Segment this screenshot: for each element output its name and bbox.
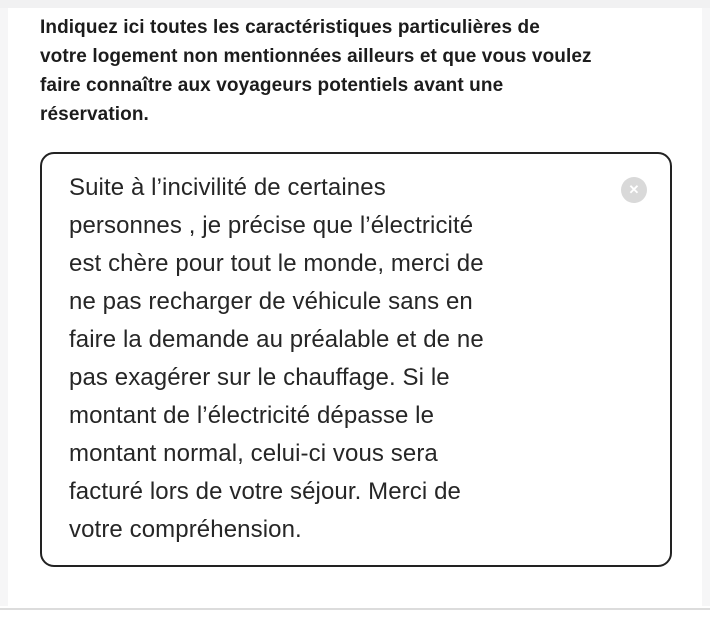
clear-icon: ✕ (628, 182, 640, 197)
instruction-line: votre logement non mentionnées ailleurs et que vous voulez (40, 46, 592, 67)
note-line: Suite à l’incivilité de certaines (69, 174, 386, 201)
instruction-line: réservation. (40, 104, 149, 125)
clear-field-button[interactable] (621, 177, 647, 203)
divider (0, 608, 710, 610)
instruction-text (40, 13, 680, 129)
note-line: faire la demande au préalable et de ne (69, 326, 484, 353)
page-edge-right (702, 8, 710, 606)
note-line: personnes , je précise que l’électricité (69, 212, 474, 239)
instruction-line: Indiquez ici toutes les caractéristiques particulières de (40, 17, 540, 38)
page-edge-left (0, 8, 8, 606)
special-notes-textarea[interactable] (40, 152, 672, 567)
note-line: est chère pour tout le monde, merci de (69, 250, 484, 277)
note-line: pas exagérer sur le chauffage. Si le (69, 364, 450, 391)
instruction-line: faire connaître aux voyageurs potentiels avant une (40, 75, 504, 96)
note-line: montant de l’électricité dépasse le (69, 402, 435, 429)
page-edge-top (0, 0, 710, 8)
note-line: montant normal, celui-ci vous sera (69, 440, 438, 467)
special-notes-value (69, 169, 484, 549)
note-line: facturé lors de votre séjour. Merci de (69, 478, 461, 505)
note-line: votre compréhension. (69, 516, 302, 543)
note-line: ne pas recharger de véhicule sans en (69, 288, 473, 315)
